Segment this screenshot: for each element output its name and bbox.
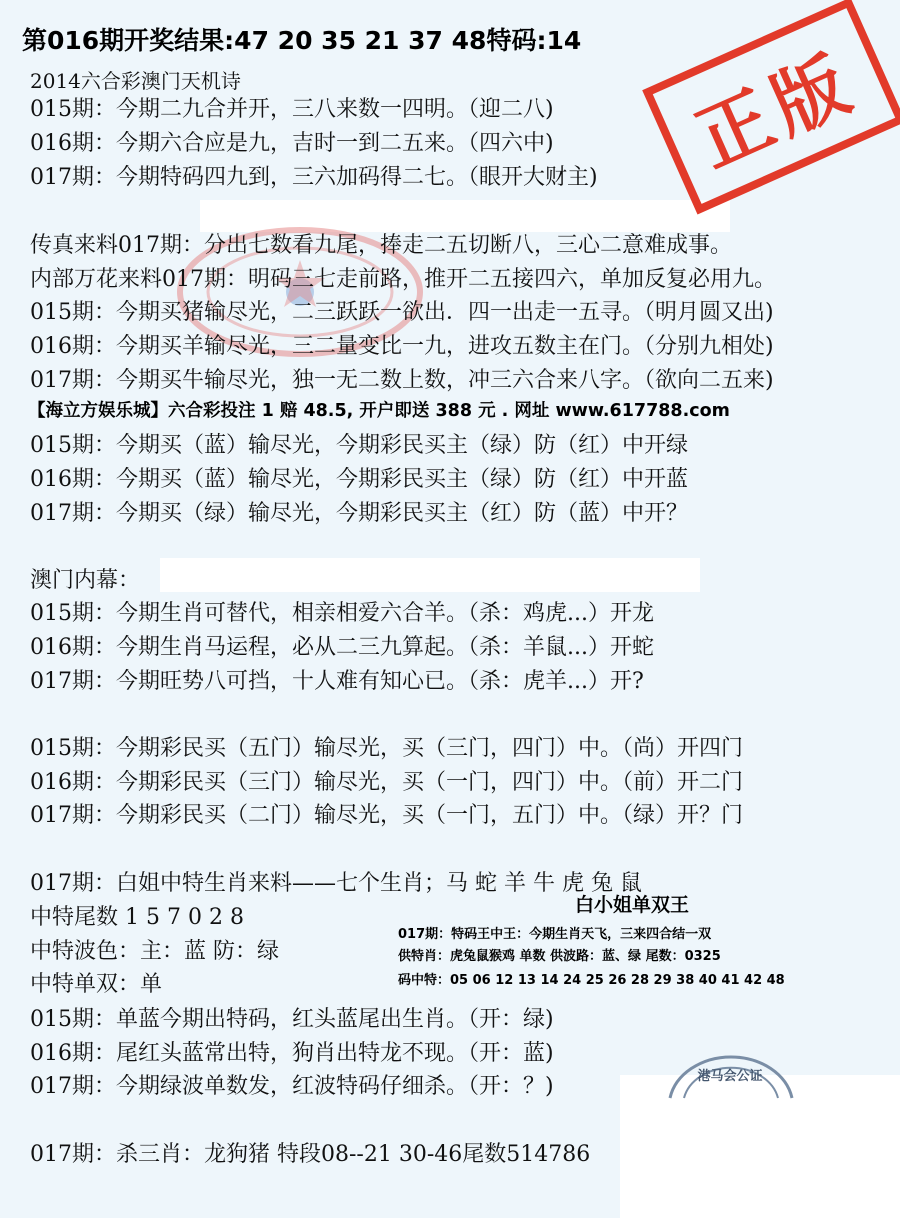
fax-line: 015期：今期买猪输尽光，二三跃跃一欲出．四一出走一五寻。（明月圆又出)	[30, 300, 774, 325]
poem-line: 017期：今期特码四九到，三六加码得二七。（眼开大财主)	[30, 165, 598, 190]
final-line: 016期：尾红头蓝常出特，狗肖出特龙不现。（开：蓝)	[30, 1041, 554, 1066]
box-line: 017期：特码王中王：今期生肖天飞，三来四合结一双	[398, 927, 712, 942]
seal-icon	[660, 1040, 800, 1100]
color-line: 015期：今期买（蓝）输尽光，今期彩民买主（绿）防（红）中开绿	[30, 433, 688, 458]
fax-line: 016期：今期买羊输尽光，三二量变比一九，进攻五数主在门。（分别九相处)	[30, 334, 774, 359]
zodiac-line: 017期：白姐中特生肖来料——七个生肖；马 蛇 羊 牛 虎 兔 鼠	[30, 871, 642, 896]
authentic-stamp: 正版	[642, 0, 900, 214]
draw-result-headline: 第016期开奖结果:47 20 35 21 37 48特码:14	[22, 26, 582, 55]
final-line: 015期：单蓝今期出特码，红头蓝尾出生肖。（开：绿)	[30, 1007, 554, 1032]
final-line: 017期：今期绿波单数发，红波特码仔细杀。（开：？)	[30, 1074, 554, 1099]
poem-title: 2014六合彩澳门天机诗	[30, 69, 241, 93]
inside-title: 澳门内幕：	[30, 568, 141, 593]
color-line: 017期：今期买（绿）输尽光，今期彩民买主（红）防（蓝）中开？	[30, 501, 688, 526]
odd-even: 中特单双：单	[30, 972, 163, 997]
door-line: 016期：今期彩民买（三门）输尽光，买（一门，四门）中。（前）开二门	[30, 770, 743, 795]
fax-line: 017期：今期买牛输尽光，独一无二数上数，冲三六合来八字。（欲向二五来)	[30, 368, 774, 393]
box-title: 白小姐单双王	[575, 894, 690, 916]
fax-line: 传真来料017期：分出七数看九尾，捧走二五切断八，三心二意难成事。	[30, 233, 732, 258]
inside-line: 016期：今期生肖马运程，必从二三九算起。（杀：羊鼠...）开蛇	[30, 635, 654, 660]
poem-line: 016期：今期六合应是九，吉时一到二五来。（四六中)	[30, 131, 554, 156]
tail-numbers: 中特尾数 1 5 7 0 2 8	[30, 905, 244, 930]
kill-line: 017期：杀三肖：龙狗猪 特段08--21 30-46尾数514786	[30, 1142, 591, 1167]
box-line: 码中特：05 06 12 13 14 24 25 26 28 29 38 40 41 42 48	[398, 973, 785, 988]
seal-label: 港马会公证	[697, 1069, 763, 1084]
inside-line: 015期：今期生肖可替代，相亲相爱六合羊。（杀：鸡虎...）开龙	[30, 601, 654, 626]
poem-line: 015期：今期二九合并开，三八来数一四明。（迎二八)	[30, 97, 554, 122]
fax-line: 内部万花来料017期：明码三七走前路，推开二五接四六，单加反复必用九。	[30, 267, 776, 292]
door-line: 015期：今期彩民买（五门）输尽光，买（三门，四门）中。（尚）开四门	[30, 736, 743, 761]
color-line: 016期：今期买（蓝）输尽光，今期彩民买主（绿）防（红）中开蓝	[30, 467, 688, 492]
casino-ad-banner: 【海立方娱乐城】六合彩投注 1 赔 48.5, 开户即送 388 元 . 网址 www.617788.com	[28, 401, 730, 421]
inside-line: 017期：今期旺势八可挡，十人难有知心已。（杀：虎羊...）开?	[30, 669, 644, 694]
white-patch	[160, 558, 700, 592]
wave-color: 中特波色：主：蓝 防：绿	[30, 939, 279, 964]
box-line: 供特肖：虎兔鼠猴鸡 单数 供波路：蓝、绿 尾数：0325	[398, 949, 721, 964]
door-line: 017期：今期彩民买（二门）输尽光，买（一门，五门）中。（绿）开？门	[30, 803, 743, 828]
